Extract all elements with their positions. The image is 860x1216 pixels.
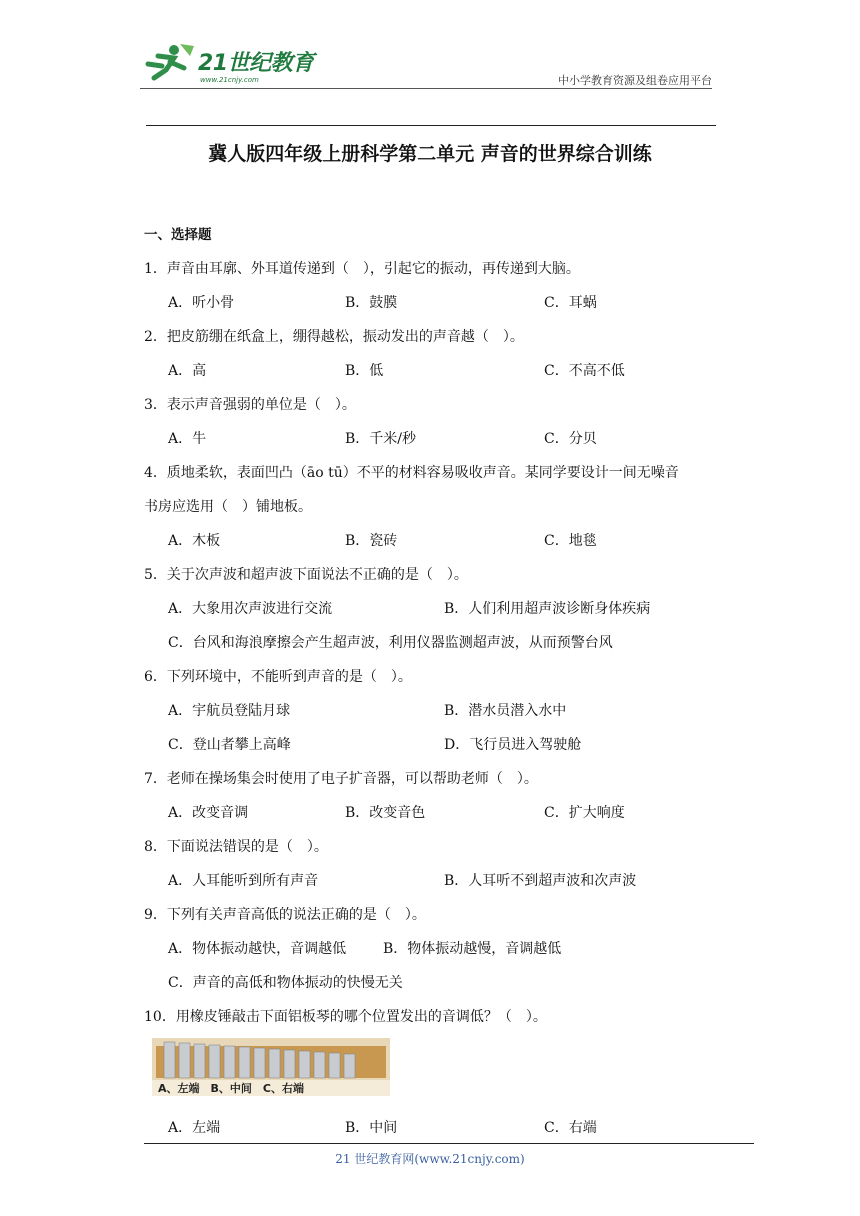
options-row <box>144 694 724 728</box>
options-row <box>144 524 724 558</box>
question-text: 10．用橡皮锤敲击下面铝板琴的哪个位置发出的音调低？（ ）。 <box>144 1009 547 1025</box>
page-header <box>140 42 712 90</box>
question-text: 3．表示声音强弱的单位是（ ）。 <box>144 397 356 413</box>
option: B．人耳听不到超声波和次声波 <box>444 873 637 889</box>
option: C．不高不低 <box>544 363 625 379</box>
option: A．宇航员登陆月球 <box>168 703 291 719</box>
question-text: 1．声音由耳廓、外耳道传递到（ ），引起它的振动，再传递到大脑。 <box>144 261 580 277</box>
options-row <box>144 966 724 1000</box>
option: A．人耳能听到所有声音 <box>168 873 319 889</box>
options-row <box>144 1111 724 1145</box>
question-text: 9．下列有关声音高低的说法正确的是（ ）。 <box>144 907 426 923</box>
logo-text: 21世纪教育 <box>198 51 314 76</box>
option: C．登山者攀上高峰 <box>168 737 291 753</box>
xylophone-labels: A、左端 B、中间 C、右端 <box>158 1082 304 1095</box>
question-text: 7．老师在操场集会时使用了电子扩音器，可以帮助老师（ ）。 <box>144 771 538 787</box>
option: A．改变音调 <box>168 805 249 821</box>
option: B．潜水员潜入水中 <box>444 703 567 719</box>
question-text: 2．把皮筋绷在纸盒上，绷得越松，振动发出的声音越（ ）。 <box>144 329 524 345</box>
option: B．千米/秒 <box>345 431 417 447</box>
option: C．地毯 <box>544 533 597 549</box>
option: C．耳蜗 <box>544 295 597 311</box>
section-heading: 一、选择题 <box>144 227 212 243</box>
options-row <box>144 864 724 898</box>
option: B．人们利用超声波诊断身体疾病 <box>444 601 651 617</box>
logo-url: www.21cnjy.com <box>200 76 259 84</box>
option: C．台风和海浪摩擦会产生超声波，利用仪器监测超声波，从而预警台风 <box>168 635 613 651</box>
option: A．听小骨 <box>168 295 235 311</box>
title-divider <box>146 125 716 126</box>
option: C．分贝 <box>544 431 597 447</box>
option: D．飞行员进入驾驶舱 <box>444 737 582 753</box>
question-list <box>144 218 724 1145</box>
option: B．低 <box>345 363 384 379</box>
option: A．木板 <box>168 533 221 549</box>
option: A．大象用次声波进行交流 <box>168 601 333 617</box>
question-text: 8．下面说法错误的是（ ）。 <box>144 839 328 855</box>
footer-source: 21 世纪教育网(www.21cnjy.com) <box>335 1152 525 1166</box>
option: A．物体振动越快，音调越低 <box>168 941 347 957</box>
options-row <box>144 796 724 830</box>
options-row <box>144 354 724 388</box>
option: A．高 <box>168 363 207 379</box>
page-title: 冀人版四年级上册科学第二单元 声音的世界综合训练 <box>208 143 652 165</box>
option: C．扩大响度 <box>544 805 625 821</box>
options-row <box>144 932 724 966</box>
options-row <box>144 286 724 320</box>
question-text-continued: 书房应选用（ ）铺地板。 <box>144 499 312 515</box>
option: B．改变音色 <box>345 805 426 821</box>
platform-label: 中小学教育资源及组卷应用平台 <box>558 74 712 87</box>
xylophone-image <box>152 1038 390 1096</box>
option: B．鼓膜 <box>345 295 398 311</box>
logo <box>140 42 320 90</box>
option: A．左端 <box>168 1120 221 1136</box>
question-text: 6．下列环境中，不能听到声音的是（ ）。 <box>144 669 412 685</box>
options-row <box>144 592 724 626</box>
option: B．物体振动越慢，音调越低 <box>383 941 562 957</box>
question-text: 5．关于次声波和超声波下面说法不正确的是（ ）。 <box>144 567 468 583</box>
header-divider <box>140 88 712 89</box>
options-row <box>144 728 724 762</box>
runner-icon <box>140 42 198 82</box>
option: C．声音的高低和物体振动的快慢无关 <box>168 975 403 991</box>
option: B．中间 <box>345 1120 398 1136</box>
option: C．右端 <box>544 1120 597 1136</box>
option: B．瓷砖 <box>345 533 398 549</box>
options-row <box>144 422 724 456</box>
question-text: 4．质地柔软，表面凹凸（āo tū）不平的材料容易吸收声音。某同学要设计一间无噪音 <box>144 465 679 481</box>
footer-divider <box>144 1143 754 1144</box>
options-row <box>144 626 724 660</box>
option: A．牛 <box>168 431 207 447</box>
